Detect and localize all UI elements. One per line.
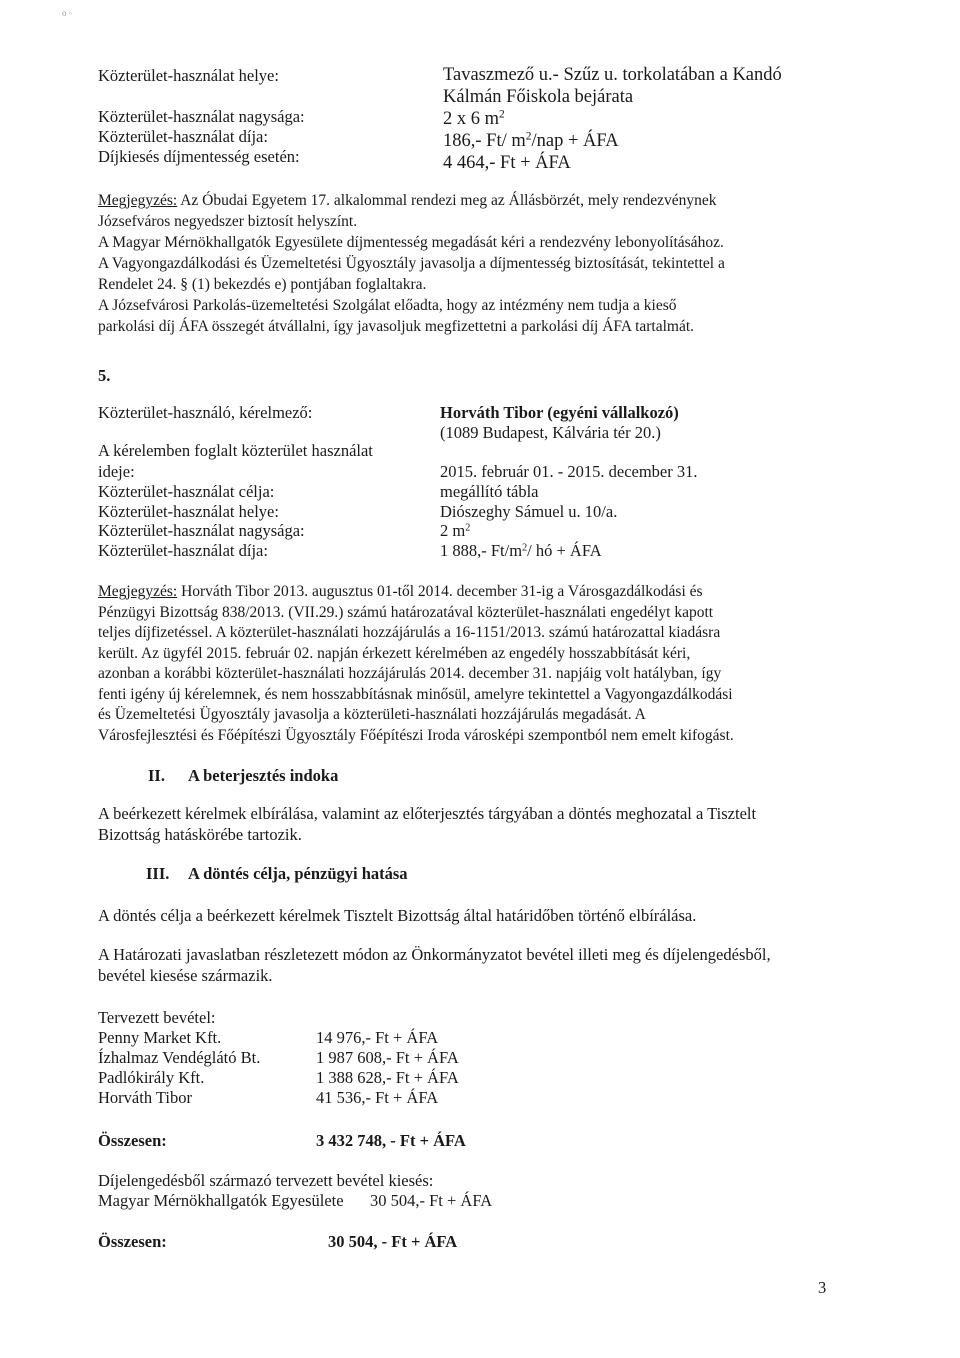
section-ii-number: II. — [148, 766, 165, 785]
note2-label: Megjegyzés: — [98, 583, 178, 600]
page-number: 3 — [818, 1278, 827, 1297]
note1-line2: Józsefváros negyedszer biztosít helyszínt. — [98, 213, 358, 230]
applicant-name: Horváth Tibor (egyéni vállalkozó) — [440, 403, 679, 422]
section-iii-title: A döntés célja, pénzügyi hatása — [188, 864, 408, 883]
income-row-amount: 1 987 608,- Ft + ÁFA — [316, 1048, 459, 1067]
income-total-label: Összesen: — [98, 1131, 167, 1150]
loss-amount: 30 504,- Ft + ÁFA — [370, 1191, 493, 1210]
top-place-line1: Tavaszmező u.- Szűz u. torkolatában a Kandó — [443, 65, 782, 85]
top-label-place: Közterület-használat helye: — [98, 66, 279, 85]
income-total-value: 3 432 748, - Ft + ÁFA — [316, 1131, 466, 1150]
note2-line7: és Üzemeltetési Ügyosztály javasolja a közterületi-használati hozzájárulás megadását. A — [98, 706, 646, 723]
income-row-amount: 14 976,- Ft + ÁFA — [316, 1028, 439, 1047]
income-row-name: Horváth Tibor — [98, 1088, 192, 1107]
purpose-value: megállító tábla — [440, 482, 539, 501]
section-iii-paragraph2-line2: bevétel kiesése származik. — [98, 966, 273, 985]
place-label: Közterület-használat helye: — [98, 502, 279, 521]
loss-title: Díjelengedésből származó tervezett bevétel kiesés: — [98, 1171, 434, 1190]
fee-label: Közterület-használat díja: — [98, 541, 268, 560]
section-ii-title: A beterjesztés indoka — [188, 766, 339, 785]
note2-paragraph — [98, 582, 836, 746]
section-ii-line2: Bizottság hatáskörébe tartozik. — [98, 825, 302, 844]
section-number: 5. — [98, 366, 111, 385]
note1-line3: A Magyar Mérnökhallgatók Egyesülete díjmentesség megadását kéri a rendezvény lebonyolításához. — [98, 234, 724, 251]
note2-line8: Városfejlesztési és Főépítészi Ügyosztály Főépítészi Iroda városképi szempontból nem emelt kifogást. — [98, 726, 734, 744]
top-label-fee: Közterület-használat díja: — [98, 127, 268, 146]
note1-label: Megjegyzés: — [98, 192, 178, 209]
top-fee-value: 186,- Ft/ $m^2$/nap + ÁFA — [443, 130, 619, 151]
place-value: Diószeghy Sámuel u. 10/a. — [440, 502, 618, 521]
top-size-value: 2 x 6 $m^2$ — [443, 108, 505, 129]
loss-total-label: Összesen: — [98, 1232, 167, 1251]
period-label-line1: A kérelemben foglalt közterület használat — [98, 441, 373, 460]
top-loss-value: 4 464,- Ft + ÁFA — [443, 153, 571, 173]
note2-line3: teljes díjfizetéssel. A közterület-használati hozzájárulás a 16-1151/2013. számú határozattal kiadásra — [98, 624, 721, 641]
income-row-name: Padlókirály Kft. — [98, 1068, 205, 1087]
income-row-name: Ízhalmaz Vendéglátó Bt. — [98, 1048, 261, 1067]
note1-line6: A Józsefvárosi Parkolás-üzemeltetési Szolgálat előadta, hogy az intézmény nem tudja a kieső — [98, 297, 677, 314]
period-label-line2: ideje: — [98, 462, 135, 481]
section-iii-number: III. — [146, 864, 170, 883]
income-row-amount: 41 536,- Ft + ÁFA — [316, 1088, 439, 1107]
income-title: Tervezett bevétel: — [98, 1008, 216, 1027]
income-row-name: Penny Market Kft. — [98, 1028, 222, 1047]
loss-name: Magyar Mérnökhallgatók Egyesülete — [98, 1191, 344, 1210]
note2-line5: azonban a korábbi közterület-használati hozzájárulás 2014. december 31. napjáig volt hatályban, így — [98, 665, 722, 682]
period-value: 2015. február 01. - 2015. december 31. — [440, 462, 698, 481]
note2-line4: került. Az ügyfél 2015. február 02. napján érkezett kérelmében az engedély hosszabbítását kéri, — [98, 644, 691, 662]
section-iii-paragraph1: A döntés célja a beérkezett kérelmek Tisztelt Bizottság által határidőben történő elbírálása. — [98, 906, 697, 925]
note2-line6: fenti igény új kérelemnek, és nem hosszabbításnak minősül, amelyre tekintettel a Vagyongazdálkodási — [98, 685, 733, 703]
note1-line5: Rendelet 24. § (1) bekezdés e) pontjában foglaltakra. — [98, 276, 427, 293]
size-label: Közterület-használat nagysága: — [98, 521, 305, 540]
section-iii-paragraph2-line1: A Határozati javaslatban részletezett módon az Önkormányzatot bevétel illeti meg és díjelengedésből, — [98, 945, 771, 964]
note1-line7: parkolási díj ÁFA összegét átvállalni, így javasoljuk megfizettetni a parkolási díj ÁFA tartalmát. — [98, 318, 695, 335]
note2-line1: Megjegyzés: Horváth Tibor 2013. augusztus 01-től 2014. december 31-ig a Városgazdálkodási és — [98, 583, 703, 600]
applicant-address: (1089 Budapest, Kálvária tér 20.) — [440, 423, 661, 442]
corner-scan-marks: o ◦ — [62, 8, 72, 18]
note1-line1: Megjegyzés: Az Óbudai Egyetem 17. alkalommal rendezi meg az Állásbörzét, mely rendezvénynek — [98, 192, 717, 209]
top-label-size: Közterület-használat nagysága: — [98, 107, 305, 126]
top-place-line2: Kálmán Főiskola bejárata — [443, 87, 634, 107]
income-row-amount: 1 388 628,- Ft + ÁFA — [316, 1068, 459, 1087]
top-label-loss: Díjkiesés díjmentesség esetén: — [98, 147, 300, 166]
note1-line4: A Vagyongazdálkodási és Üzemeltetési Ügyosztály javasolja a díjmentesség biztosítását, tekintettel a — [98, 255, 725, 272]
loss-total-value: 30 504, - Ft + ÁFA — [328, 1232, 458, 1251]
purpose-label: Közterület-használat célja: — [98, 482, 275, 501]
section-ii-line1: A beérkezett kérelmek elbírálása, valamint az előterjesztés tárgyában a döntés meghozatal a Tisztelt — [98, 804, 757, 823]
applicant-label: Közterület-használó, kérelmező: — [98, 403, 313, 422]
note2-line2: Pénzügyi Bizottság 838/2013. (VII.29.) számú határozatával közterület-használati engedélyt kapott — [98, 603, 714, 621]
size-value: 2 $m^2$ — [440, 521, 471, 540]
fee-value: 1 888,- $Ft/m^2/$ hó + ÁFA — [440, 541, 602, 560]
